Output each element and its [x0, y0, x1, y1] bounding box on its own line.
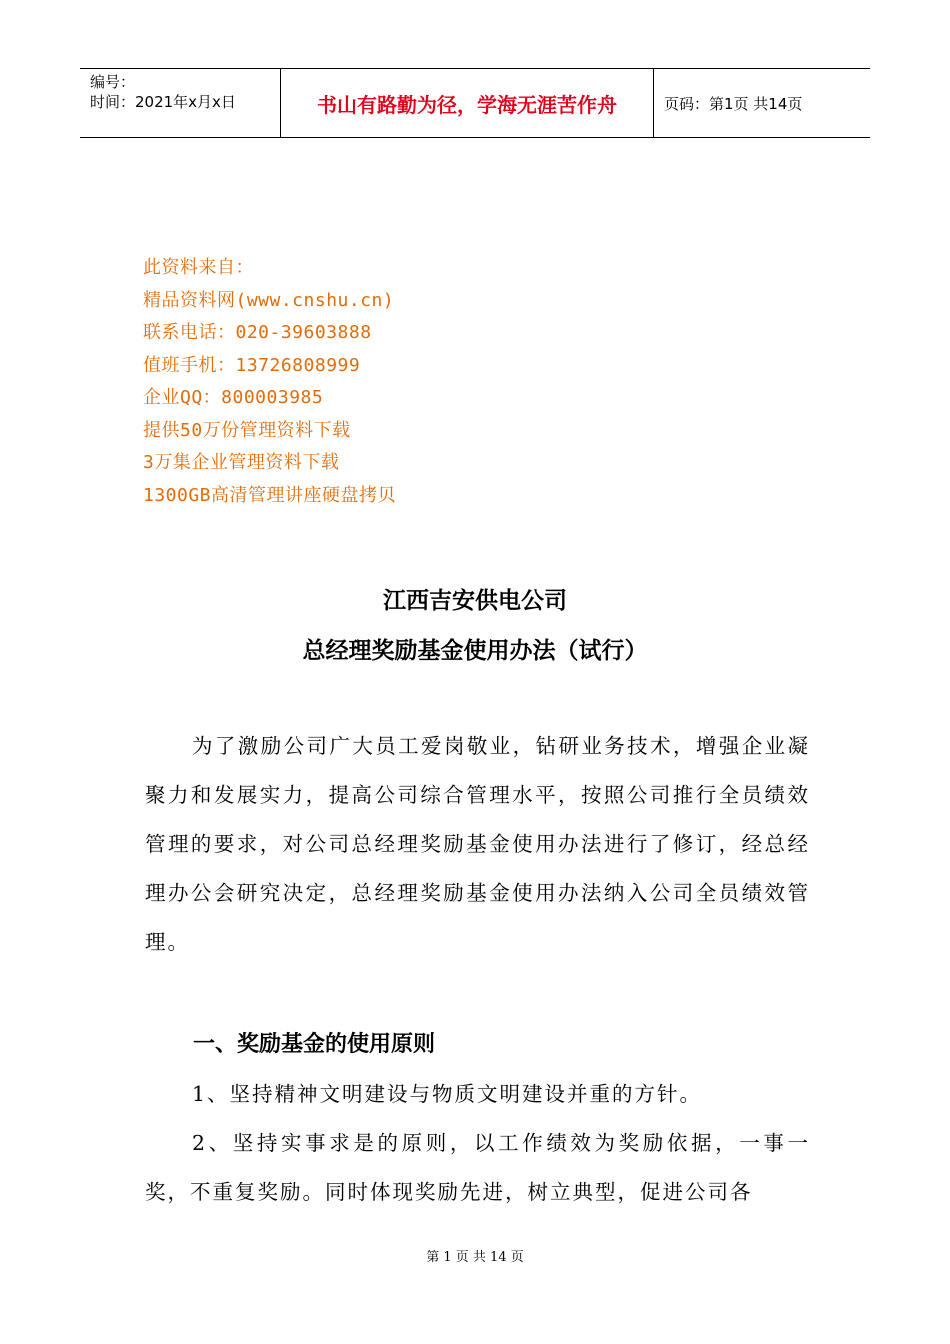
page-footer: 第 1 页 共 14 页	[426, 1250, 524, 1265]
source-line: 提供50万份管理资料下载	[143, 419, 351, 441]
source-line: 此资料来自：	[143, 257, 254, 278]
source-line: 联系电话：020-39603888	[143, 322, 372, 343]
document-subtitle: 总经理奖励基金使用办法（试行）	[302, 638, 648, 664]
source-line: 精品资料网(www.cnshu.cn)	[143, 289, 395, 311]
source-line: 3万集企业管理资料下载	[143, 452, 340, 473]
header-page-info	[654, 69, 870, 137]
list-item: 2、坚持实事求是的原则，以工作绩效为奖励依据，一事一奖，不重复奖励。同时体现奖励先进，树立典型，促进公司各	[145, 1131, 810, 1204]
source-line: 1300GB高清管理讲座硬盘拷贝	[143, 484, 397, 506]
page-header	[80, 68, 870, 138]
header-motto	[281, 69, 654, 137]
intro-paragraph: 为了激励公司广大员工爱岗敬业，钻研业务技术，增强企业凝聚力和发展实力，提高公司综合管理水平，按照公司推行全员绩效管理的要求，对公司总经理奖励基金使用办法进行了修订，经总经理办公会研究决定，总经理奖励基金使用办法纳入公司全员绩效管理。	[145, 734, 810, 954]
header-meta	[80, 69, 281, 137]
list-item: 1、坚持精神文明建设与物质文明建设并重的方针。	[192, 1082, 703, 1106]
section-heading: 一、奖励基金的使用原则	[193, 1032, 436, 1057]
page-info-text: 页码：第1页 共14页	[664, 94, 803, 113]
source-info-block	[143, 252, 396, 512]
motto-text: 书山有路勤为径，学海无涯苦作舟	[317, 92, 617, 117]
number-label: 编号：	[90, 73, 136, 91]
document-title: 江西吉安供电公司	[383, 588, 567, 614]
time-label: 时间：2021年x月x日	[90, 93, 236, 111]
source-line: 企业QQ：800003985	[143, 387, 324, 408]
source-line: 值班手机：13726808999	[143, 354, 361, 376]
